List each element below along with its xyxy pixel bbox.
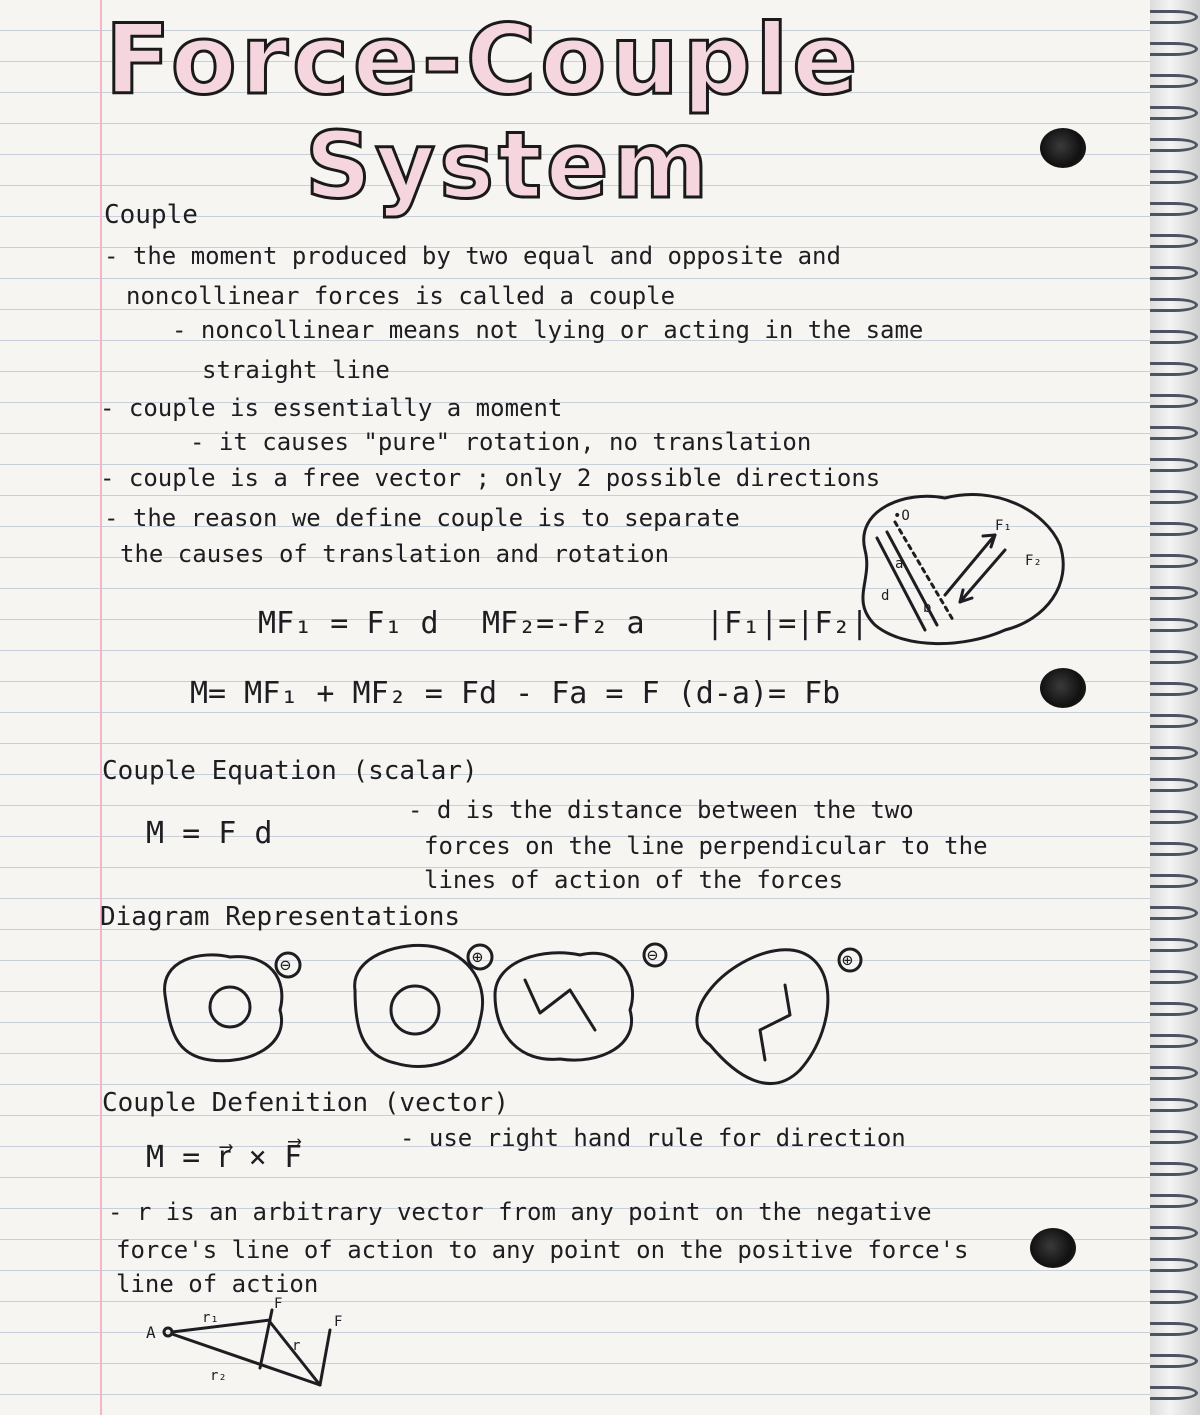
couple-blob-diagram — [845, 490, 1065, 660]
binding-ring — [1150, 10, 1198, 24]
diagram-heading: Diagram Representations — [100, 902, 461, 932]
b-label: b — [923, 600, 932, 616]
page-title-line1: Force-Couple — [105, 4, 862, 116]
f-label: F — [274, 1296, 283, 1312]
punch-hole — [1030, 1228, 1076, 1268]
binding-ring — [1150, 970, 1198, 984]
force-line — [320, 1330, 330, 1385]
vector-note: - use right hand rule for direction — [400, 1124, 906, 1152]
r1-label: r₁ — [202, 1310, 219, 1326]
vector-sketch — [140, 1296, 380, 1410]
binding-ring — [1150, 554, 1198, 568]
binding-ring — [1150, 138, 1198, 152]
margin-line — [100, 0, 102, 1415]
scalar-heading: Couple Equation (scalar) — [102, 756, 478, 786]
binding-ring — [1150, 682, 1198, 696]
binding-ring — [1150, 586, 1198, 600]
r2-label: r₂ — [210, 1368, 227, 1384]
sign-label: ⊕ — [842, 950, 853, 971]
point-a-label: A — [146, 1323, 156, 1342]
binding-ring — [1150, 810, 1198, 824]
binding-ring — [1150, 1130, 1198, 1144]
vector-heading: Couple Defenition (vector) — [102, 1088, 509, 1118]
equation-total-moment: M= MF₁ + MF₂ = Fd - Fa = F (d-a)= Fb — [190, 676, 841, 711]
vector-formula: M = r⃗ × F⃗ — [146, 1140, 303, 1175]
binding-ring — [1150, 266, 1198, 280]
binding-ring — [1150, 234, 1198, 248]
body-outline — [697, 950, 828, 1084]
binding-ring — [1150, 746, 1198, 760]
couple-line: - the moment produced by two equal and opposite and — [104, 242, 841, 270]
f-label: F — [334, 1314, 343, 1330]
couple-line: - the reason we define couple is to separate — [104, 504, 740, 532]
arm-line — [877, 538, 925, 630]
binding-ring — [1150, 42, 1198, 56]
binding-ring — [1150, 714, 1198, 728]
binding-ring — [1150, 1386, 1198, 1400]
binding-ring — [1150, 1098, 1198, 1112]
zigzag-couple — [760, 985, 790, 1060]
binding-ring — [1150, 1226, 1198, 1240]
binding-ring — [1150, 1034, 1198, 1048]
binding-ring — [1150, 394, 1198, 408]
binding-ring — [1150, 362, 1198, 376]
clockwise-arrow — [210, 987, 250, 1027]
equation-mf2: MF₂=-F₂ a — [482, 606, 645, 641]
binding-ring — [1150, 1002, 1198, 1016]
counterclockwise-arrow — [391, 986, 439, 1034]
a-label: a — [895, 556, 904, 572]
binding-ring — [1150, 1354, 1198, 1368]
sign-label: ⊖ — [647, 945, 658, 966]
scalar-note: lines of action of the forces — [424, 866, 844, 894]
equation-mf1: MF₁ = F₁ d — [258, 606, 439, 641]
binding-ring — [1150, 1194, 1198, 1208]
binding-ring — [1150, 938, 1198, 952]
binding-ring — [1150, 202, 1198, 216]
vector-r-line: force's line of action to any point on the positive force's — [116, 1236, 969, 1264]
couple-line: - couple is essentially a moment — [100, 394, 563, 422]
couple-heading: Couple — [104, 200, 198, 230]
f2-label: F₂ — [1025, 553, 1042, 569]
binding-ring — [1150, 842, 1198, 856]
force-f1-arrow — [945, 535, 995, 595]
binding-ring — [1150, 426, 1198, 440]
binding-ring — [1150, 1258, 1198, 1272]
couple-line: noncollinear forces is called a couple — [126, 282, 676, 310]
couple-line: straight line — [202, 356, 390, 384]
binding-ring — [1150, 618, 1198, 632]
equation-magnitude: |F₁|=|F₂| — [706, 606, 869, 641]
scalar-note: forces on the line perpendicular to the — [424, 832, 988, 860]
r-label: r — [292, 1338, 301, 1354]
binding-ring — [1150, 458, 1198, 472]
binding-ring — [1150, 522, 1198, 536]
spiral-binding — [1150, 0, 1200, 1415]
binding-ring — [1150, 906, 1198, 920]
binding-ring — [1150, 1066, 1198, 1080]
binding-ring — [1150, 1322, 1198, 1336]
binding-ring — [1150, 74, 1198, 88]
scalar-note: - d is the distance between the two — [408, 796, 914, 824]
couple-line: - noncollinear means not lying or acting in the same — [172, 316, 924, 344]
body-outline — [495, 953, 633, 1060]
diagram-representations — [150, 935, 910, 1105]
binding-ring — [1150, 650, 1198, 664]
body-outline — [165, 955, 282, 1061]
f1-label: F₁ — [995, 518, 1012, 534]
binding-ring — [1150, 1162, 1198, 1176]
scalar-formula: M = F d — [146, 816, 273, 851]
binding-ring — [1150, 330, 1198, 344]
punch-hole — [1040, 128, 1086, 168]
page-title-line2: System — [305, 112, 713, 219]
sign-label: ⊖ — [280, 955, 291, 976]
punch-hole — [1040, 668, 1086, 708]
binding-ring — [1150, 298, 1198, 312]
force-f2-arrow — [960, 550, 1005, 602]
binding-ring — [1150, 778, 1198, 792]
couple-line: - it causes "pure" rotation, no translation — [190, 428, 812, 456]
body-outline — [355, 945, 483, 1066]
vector-r-line: line of action — [116, 1270, 319, 1298]
binding-ring — [1150, 490, 1198, 504]
vector-r-line: - r is an arbitrary vector from any point on the negative — [108, 1198, 932, 1226]
couple-line: the causes of translation and rotation — [120, 540, 670, 568]
zigzag-couple — [525, 980, 595, 1030]
binding-ring — [1150, 170, 1198, 184]
d-label: d — [881, 588, 890, 604]
binding-ring — [1150, 106, 1198, 120]
couple-line: - couple is a free vector ; only 2 possible directions — [100, 464, 881, 492]
r1-arrow — [172, 1320, 270, 1332]
binding-ring — [1150, 1290, 1198, 1304]
sign-label: ⊕ — [472, 947, 483, 968]
binding-ring — [1150, 874, 1198, 888]
point-o-label: •O — [893, 508, 910, 524]
force-line — [260, 1310, 272, 1368]
